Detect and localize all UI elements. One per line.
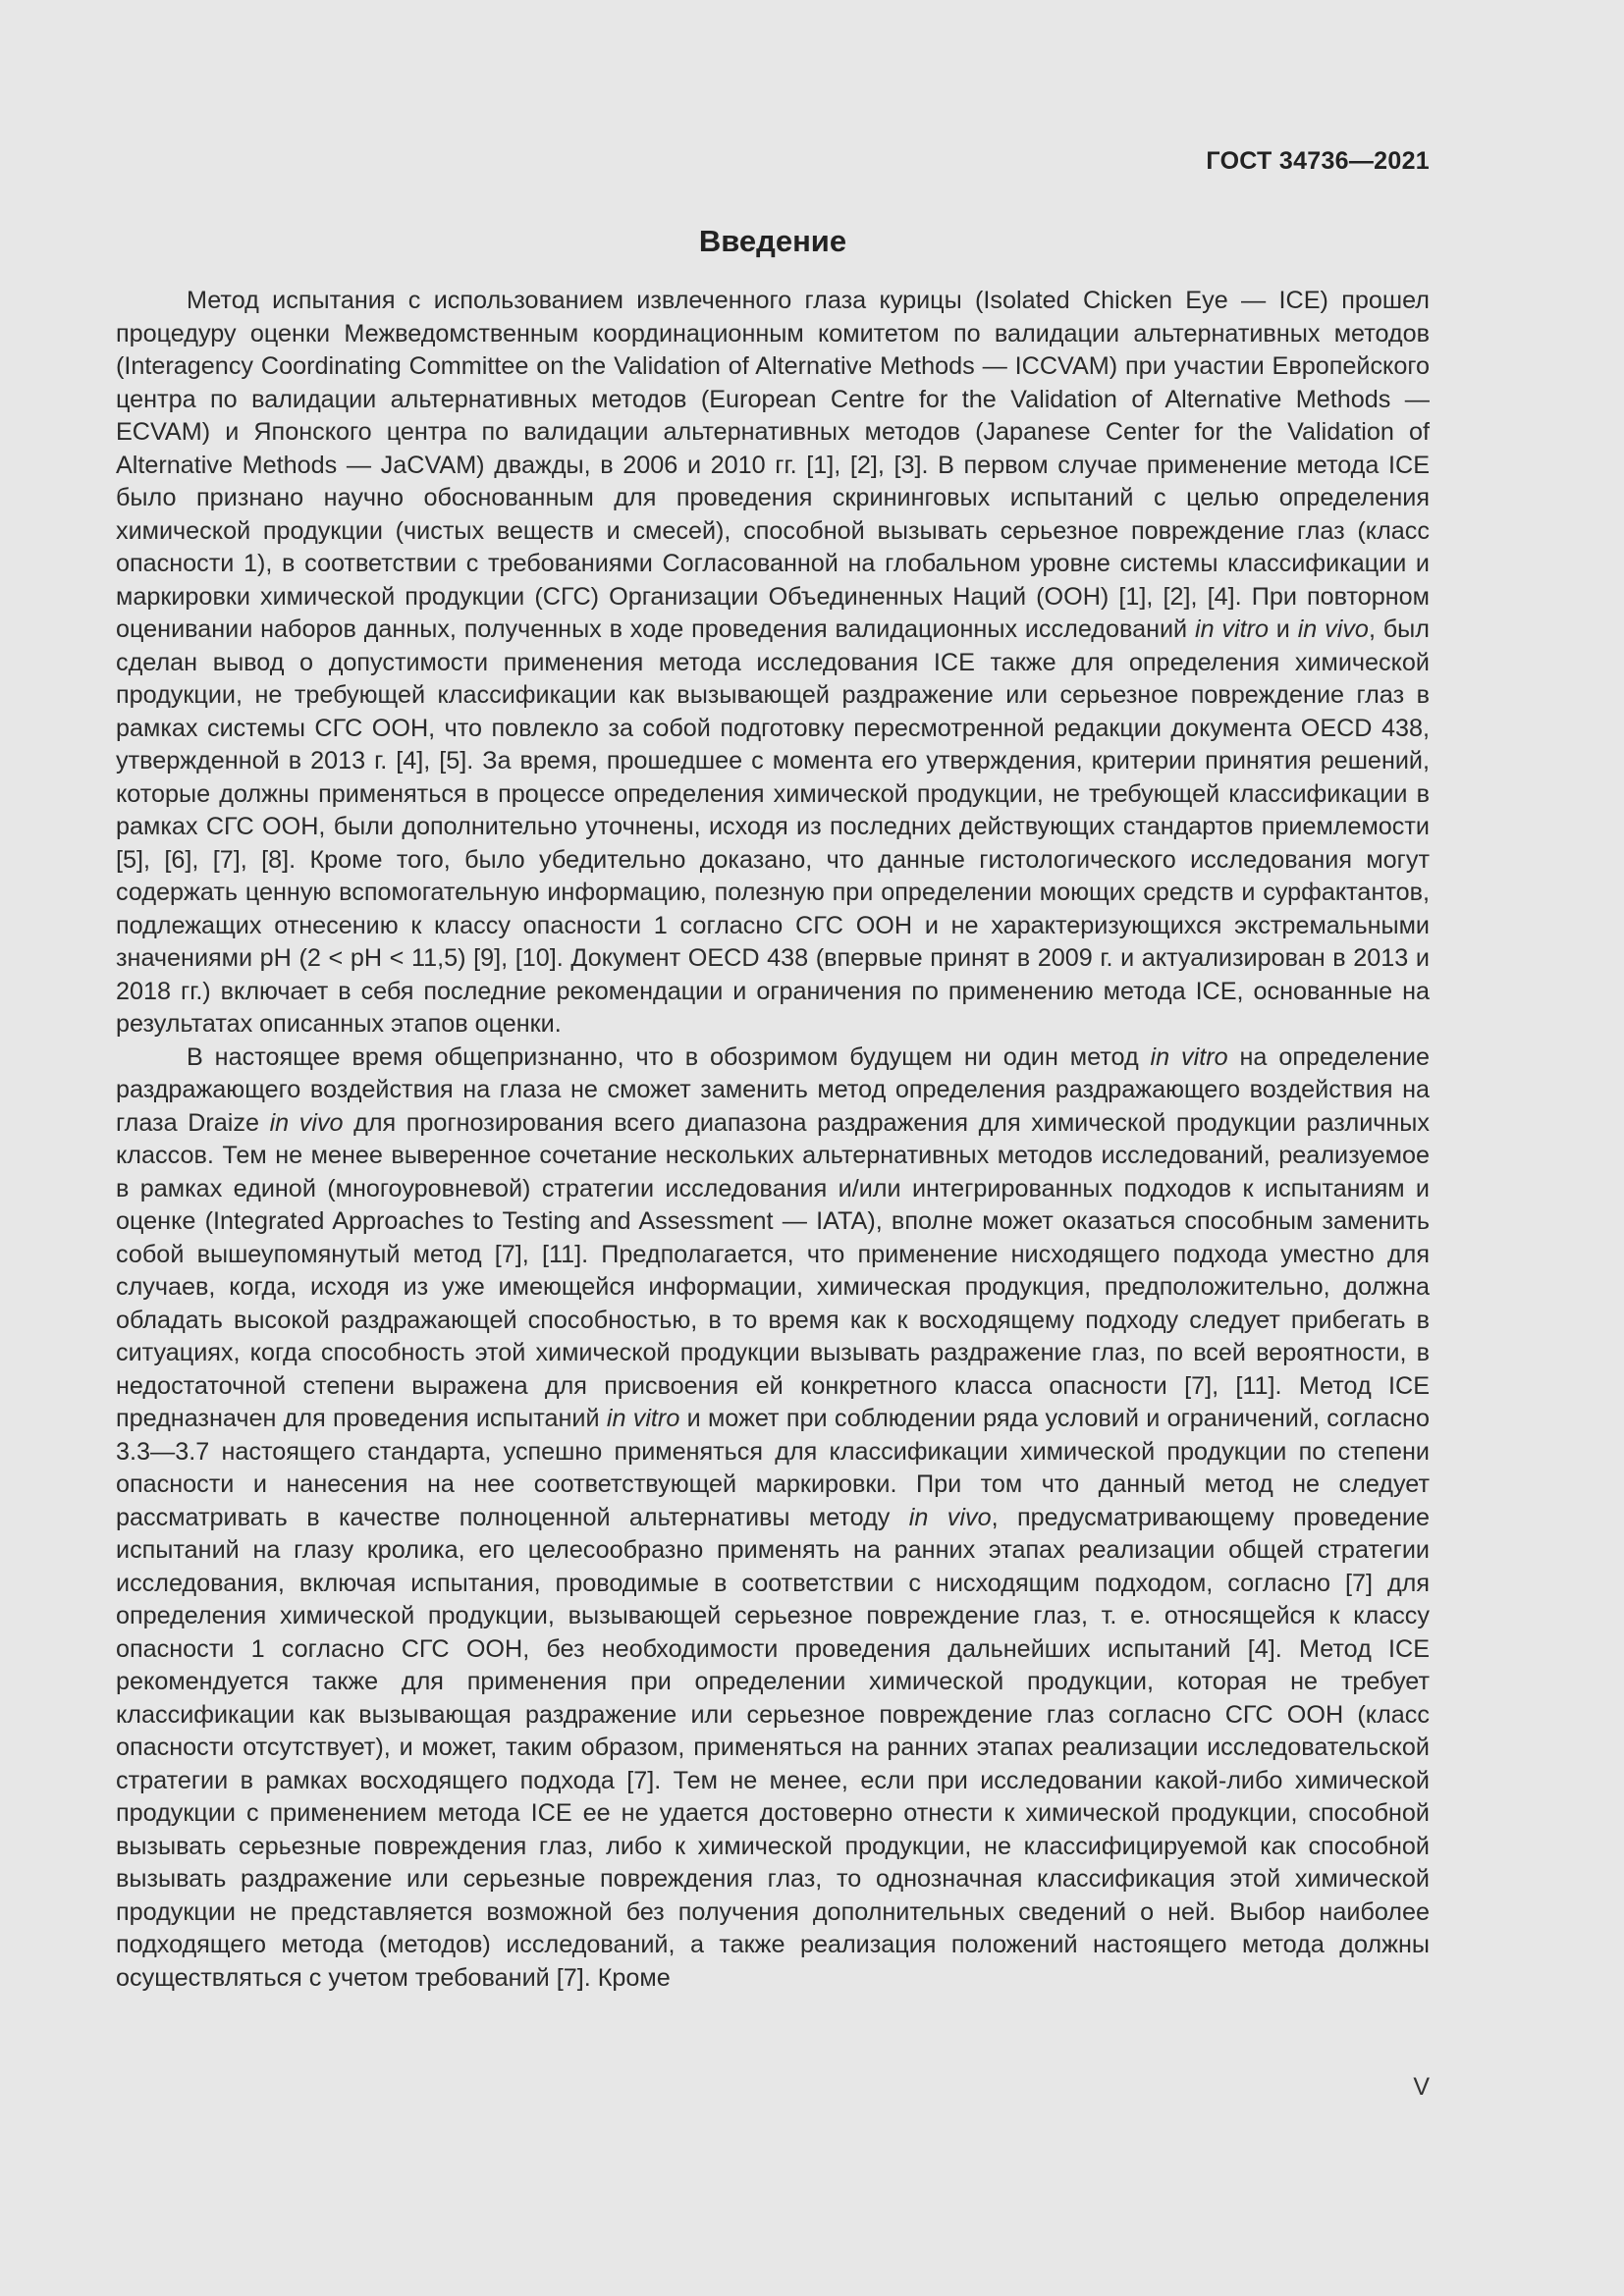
paragraph-2	[116, 1041, 1430, 1996]
italic-term: in vitro	[606, 1405, 680, 1432]
text-run: В настоящее время общепризнанно, что в обозримом будущем ни один метод	[187, 1042, 1151, 1071]
paragraph-1	[116, 285, 1430, 1041]
text-run: и	[1268, 615, 1298, 643]
text-run: и может при соблюдении ряда условий и ограничений, согласно 3.3—3.7 настоящего стандарта, успешно применяться для классификации химической продукции по степени опасности и нанесения на нее соответствующей маркировки. При том что данный метод не следует рассматривать в качестве полноценной альтернативы методу	[116, 1405, 1430, 1531]
page-number: V	[1413, 2073, 1430, 2101]
italic-term: in vivo	[269, 1108, 344, 1137]
italic-term: in vivo	[908, 1503, 992, 1531]
italic-term: in vitro	[1150, 1042, 1228, 1071]
text-run: на определение раздражающего воздействия на глаза не сможет заменить метод определения раздражающего воздействия на глаза Draize	[116, 1042, 1430, 1137]
italic-term: in vitro	[1194, 615, 1269, 643]
body-text	[116, 285, 1430, 1995]
document-code: ГОСТ 34736—2021	[1206, 147, 1430, 175]
italic-term: in vivo	[1297, 615, 1369, 643]
text-run: , был сделан вывод о допустимости применения метода исследования ICE также для определения химической продукции, не требующей классификации как вызывающей раздражение или серьезное повреждение глаз в рамках системы СГС ООН, что повлекло за собой подготовку пересмотренной редакции документа OECD 438, утвержденной в 2013 г. [4], [5]. За время, прошедшее с момента его утверждения, критерии принятия решений, которые должны применяться в процессе определения химической продукции, не требующей классификации в рамках СГС ООН, были дополнительно уточнены, исходя из последних действующих стандартов приемлемости [5], [6], [7], [8]. Кроме того, было убедительно доказано, что данные гистологического исследования могут содержать ценную вспомогательную информацию, полезную при определении моющих средств и сурфактантов, подлежащих отнесению к классу опасности 1 согласно СГС ООН и не характеризующихся экстремальными значениями pH (2 < pH < 11,5) [9], [10]. Документ OECD 438 (впервые принят в 2009 г. и актуализирован в 2013 и 2018 гг.) включает в себя последние рекомендации и ограничения по применению метода ICE, основанные на результатах описанных этапов оценки.	[116, 615, 1430, 1038]
text-run: , предусматривающему проведение испытаний на глазу кролика, его целесообразно применять на ранних этапах реализации общей стратегии исследования, включая испытания, проводимые в соответствии с нисходящим подходом, согласно [7] для определения химической продукции, вызывающей серьезное повреждение глаз, т. е. относящейся к классу опасности 1 согласно СГС ООН, без необходимости проведения дальнейших испытаний [4]. Метод ICE рекомендуется также для применения при определении химической продукции, которая не требует классификации как вызывающая раздражение или серьезное повреждение глаз согласно СГС ООН (класс опасности отсутствует), и может, таким образом, применяться на ранних этапах реализации исследовательской стратегии в рамках восходящего подхода [7]. Тем не менее, если при исследовании какой-либо химической продукции с применением метода ICE ее не удается достоверно отнести к химической продукции, способной вызывать серьезные повреждения глаз, либо к химической продукции, не классифицируемой как способной вызывать раздражение или серьезные повреждения глаз, то однозначная классификация этой химической продукции не представляется возможной без получения дополнительных сведений о ней. Выбор наиболее подходящего метода (методов) исследований, а также реализация положений настоящего метода должны осуществляться с учетом требований [7]. Кроме	[116, 1503, 1430, 1992]
text-run: для прогнозирования всего диапазона раздражения для химической продукции различных классов. Тем не менее выверенное сочетание нескольких альтернативных методов исследований, реализуемое в рамках единой (многоуровневой) стратегии исследования и/или интегрированных подходов к испытаниям и оценке (Integrated Approaches to Testing and Assessment — IATA), вполне может оказаться способным заменить собой вышеупомянутый метод [7], [11]. Предполагается, что применение нисходящего подхода уместно для случаев, когда, исходя из уже имеющейся информации, химическая продукция, предположительно, должна обладать высокой раздражающей способностью, в то время как к восходящему подходу следует прибегать в ситуациях, когда способность этой химической продукции вызывать раздражение глаз, по всей вероятности, в недостаточной степени выражена для присвоения ей конкретного класса опасности [7], [11]. Метод ICE предназначен для проведения испытаний	[116, 1108, 1430, 1432]
section-title: Введение	[698, 224, 847, 258]
text-run: Метод испытания с использованием извлеченного глаза курицы (Isolated Chicken Eye — ICE) прошел процедуру оценки Межведомственным координационным комитетом по валидации альтернативных методов (Interagency Coordinating Committee on the Validation of Alternative Methods — ICCVAM) при участии Европейского центра по валидации альтернативных методов (European Centre for the Validation of Alternative Methods — ECVAM) и Японского центра по валидации альтернативных методов (Japanese Center for the Validation of Alternative Methods — JaCVAM) дважды, в 2006 и 2010 гг. [1], [2], [3]. В первом случае применение метода ICE было признано научно обоснованным для проведения скрининговых испытаний с целью определения химической продукции (чистых веществ и смесей), способной вызывать серьезное повреждение глаз (класс опасности 1), в соответствии с требованиями Согласованной на глобальном уровне системы классификации и маркировки химической продукции (СГС) Организации Объединенных Наций (ООН) [1], [2], [4]. При повторном оценивании наборов данных, полученных в ходе проведения валидационных исследований	[116, 287, 1430, 643]
